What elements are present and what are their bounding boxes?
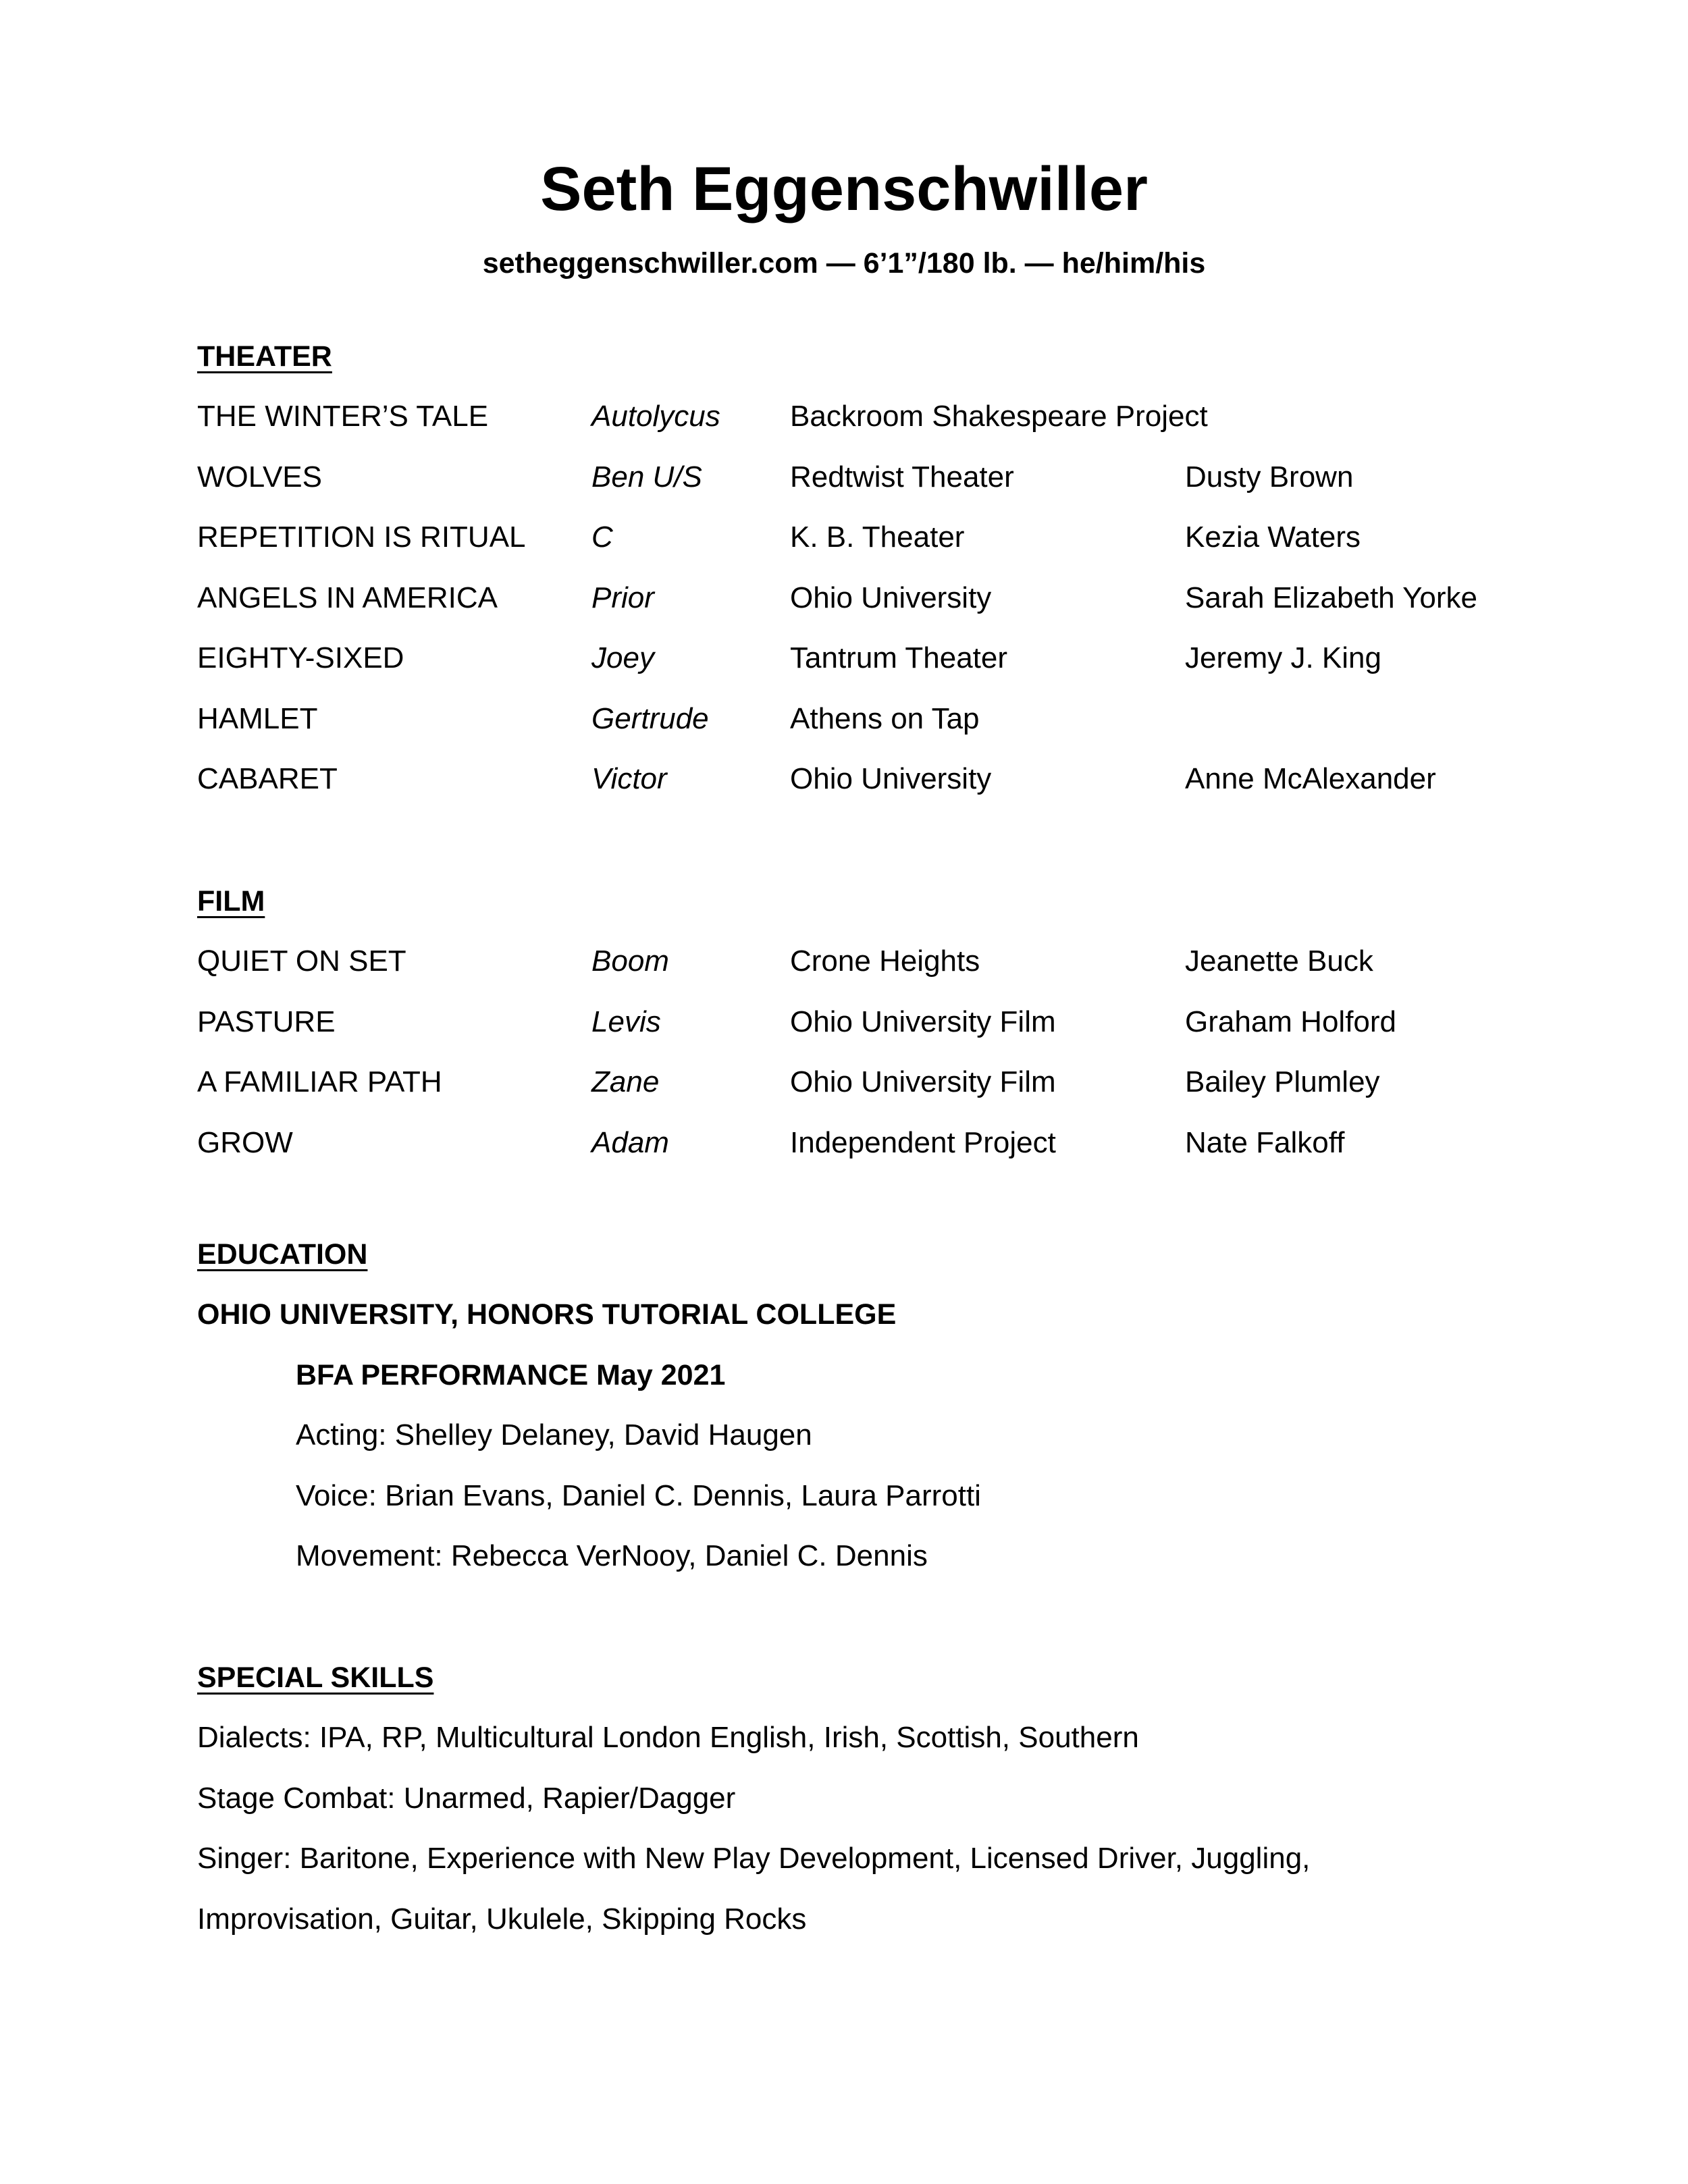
skill-line: Singer: Baritone, Experience with New Play Development, Licensed Driver, Juggling, [197, 1842, 1311, 1875]
credit-venue: Ohio University Film [790, 1005, 1056, 1038]
credit-title: ANGELS IN AMERICA [197, 581, 498, 614]
education-heading: EDUCATION [197, 1238, 368, 1271]
credit-director: Nate Falkoff [1185, 1125, 1345, 1159]
credit-role: Gertrude [591, 701, 709, 735]
film-section [197, 881, 1548, 1183]
education-voice: Voice: Brian Evans, Daniel C. Dennis, Laura Parrotti [296, 1479, 981, 1512]
credit-role: Adam [591, 1125, 669, 1159]
credit-director: Jeanette Buck [1185, 944, 1373, 978]
credit-director: Kezia Waters [1185, 521, 1361, 554]
credit-row [197, 457, 1548, 518]
credit-role: C [591, 521, 613, 554]
film-heading: FILM [197, 885, 265, 917]
education-acting: Acting: Shelley Delaney, David Haugen [296, 1418, 812, 1451]
credit-director: Sarah Elizabeth Yorke [1185, 581, 1477, 614]
credit-venue: Ohio University [790, 762, 992, 795]
credit-title: PASTURE [197, 1005, 336, 1038]
credit-role: Levis [591, 1005, 661, 1038]
credit-row [197, 1123, 1548, 1183]
credit-venue: Independent Project [790, 1125, 1056, 1159]
credit-title: QUIET ON SET [197, 944, 406, 978]
credit-venue: Crone Heights [790, 944, 980, 978]
credit-row [197, 578, 1548, 639]
skill-line: Improvisation, Guitar, Ukulele, Skipping Rocks [197, 1902, 807, 1936]
credit-venue: Ohio University Film [790, 1065, 1056, 1098]
credit-role: Joey [591, 641, 654, 674]
skill-line: Dialects: IPA, RP, Multicultural London English, Irish, Scottish, Southern [197, 1721, 1139, 1754]
skills-heading: SPECIAL SKILLS [197, 1661, 434, 1694]
credit-director: Jeremy J. King [1185, 641, 1381, 674]
education-section [197, 1234, 1548, 1597]
credit-row [197, 517, 1548, 578]
credit-row [197, 759, 1548, 820]
credit-role: Autolycus [591, 400, 720, 433]
education-degree: BFA PERFORMANCE May 2021 [296, 1358, 726, 1391]
theater-heading: THEATER [197, 340, 332, 373]
education-school: OHIO UNIVERSITY, HONORS TUTORIAL COLLEGE [197, 1298, 897, 1331]
credit-title: WOLVES [197, 460, 323, 494]
skills-section [197, 1657, 1548, 1959]
resume-name: Seth Eggenschwiller [540, 155, 1148, 223]
credit-title: HAMLET [197, 701, 318, 735]
credit-row [197, 699, 1548, 760]
credit-role: Zane [591, 1065, 660, 1098]
credit-title: GROW [197, 1125, 293, 1159]
credit-venue: Ohio University [790, 581, 992, 614]
skill-line: Stage Combat: Unarmed, Rapier/Dagger [197, 1781, 736, 1815]
theater-list [197, 396, 1548, 820]
credit-title: THE WINTER’S TALE [197, 400, 489, 433]
credit-venue: Tantrum Theater [790, 641, 1008, 674]
credit-row [197, 638, 1548, 699]
education-movement: Movement: Rebecca VerNooy, Daniel C. Dennis [296, 1539, 928, 1572]
credit-title: EIGHTY-SIXED [197, 641, 404, 674]
credit-venue: Athens on Tap [790, 701, 980, 735]
credit-director: Dusty Brown [1185, 460, 1354, 494]
credit-role: Ben U/S [591, 460, 702, 494]
credit-title: REPETITION IS RITUAL [197, 521, 526, 554]
credit-venue: K. B. Theater [790, 521, 965, 554]
credit-director: Anne McAlexander [1185, 762, 1436, 795]
credit-role: Prior [591, 581, 654, 614]
credit-venue: Redtwist Theater [790, 460, 1014, 494]
theater-section [197, 336, 1548, 820]
credit-row [197, 1062, 1548, 1123]
credit-venue: Backroom Shakespeare Project [790, 400, 1208, 433]
contact-line: setheggenschwiller.com — 6’1”/180 lb. — he/him/his [482, 247, 1206, 279]
credit-director: Graham Holford [1185, 1005, 1397, 1038]
credit-title: CABARET [197, 762, 338, 795]
film-list [197, 941, 1548, 1183]
credit-row [197, 1002, 1548, 1063]
credit-role: Boom [591, 944, 669, 978]
credit-row [197, 396, 1548, 457]
credit-director: Bailey Plumley [1185, 1065, 1380, 1098]
credit-role: Victor [591, 762, 667, 795]
credit-row [197, 941, 1548, 1002]
credit-title: A FAMILIAR PATH [197, 1065, 442, 1098]
